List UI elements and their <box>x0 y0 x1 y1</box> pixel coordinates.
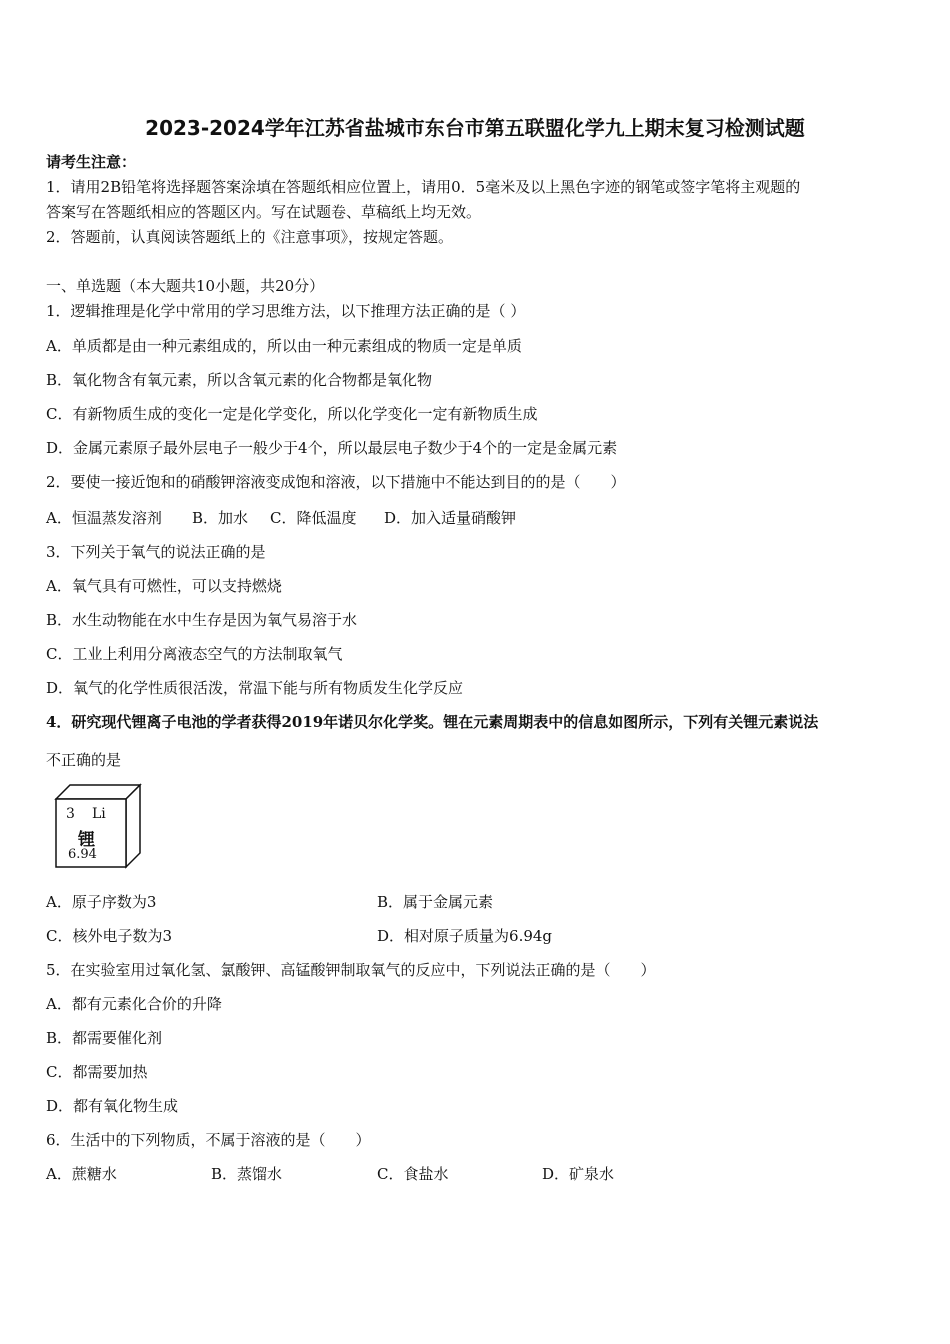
question-6-stem: 6．生活中的下列物质，不属于溶液的是（ ） <box>46 1131 371 1149</box>
element-atomic-number: 3 <box>66 806 75 822</box>
question-1-option-a: A．单质都是由一种元素组成的，所以由一种元素组成的物质一定是单质 <box>46 337 522 355</box>
notice-item-2: 2．答题前，认真阅读答题纸上的《注意事项》，按规定答题。 <box>46 228 454 246</box>
question-6-option-c: C．食盐水 <box>377 1165 449 1183</box>
question-5-option-d: D．都有氧化物生成 <box>46 1097 179 1115</box>
lithium-element-tile <box>54 783 144 869</box>
question-2-options <box>46 508 516 528</box>
question-3-option-d: D．氧气的化学性质很活泼，常温下能与所有物质发生化学反应 <box>46 679 464 697</box>
question-2-option-b: B．加水 <box>192 509 249 527</box>
question-1-option-b: B．氧化物含有氧元素，所以含氧元素的化合物都是氧化物 <box>46 371 433 389</box>
question-2-option-d: D．加入适量硝酸钾 <box>384 509 517 527</box>
question-2-option-c: C．降低温度 <box>270 509 357 527</box>
element-symbol: Li <box>92 806 106 822</box>
question-6-option-b: B．蒸馏水 <box>211 1165 283 1183</box>
question-4-option-b: B．属于金属元素 <box>377 893 494 911</box>
question-5-stem: 5．在实验室用过氧化氢、氯酸钾、高锰酸钾制取氧气的反应中，下列说法正确的是（ ） <box>46 961 656 979</box>
notice-heading: 请考生注意： <box>46 153 137 171</box>
question-5-option-c: C．都需要加热 <box>46 1063 148 1081</box>
question-4-option-d: D．相对原子质量为6.94g <box>377 927 553 945</box>
question-6-option-a: A．蔗糖水 <box>46 1165 117 1183</box>
question-1-option-d: D．金属元素原子最外层电子一般少于4个，所以最层电子数少于4个的一定是金属元素 <box>46 439 618 457</box>
question-1-stem: 1．逻辑推理是化学中常用的学习思维方法，以下推理方法正确的是（ ） <box>46 302 526 320</box>
question-2-option-a: A．恒温蒸发溶剂 <box>46 509 162 527</box>
question-6-options <box>46 1164 614 1184</box>
question-3-stem: 3．下列关于氧气的说法正确的是 <box>46 543 266 561</box>
section-heading: 一、单选题（本大题共10小题，共20分） <box>46 277 325 295</box>
element-name: 锂 <box>78 830 95 850</box>
question-3-option-b: B．水生动物能在水中生存是因为氧气易溶于水 <box>46 611 358 629</box>
question-4-stem-line-1: 4．研究现代锂离子电池的学者获得2019年诺贝尔化学奖。锂在元素周期表中的信息如图所示，下列有关锂元素说法 <box>46 713 819 731</box>
element-atomic-mass: 6.94 <box>68 847 97 862</box>
notice-item-1-line-2: 答案写在答题纸相应的答题区内。写在试题卷、草稿纸上均无效。 <box>46 203 482 221</box>
question-1-option-c: C．有新物质生成的变化一定是化学变化，所以化学变化一定有新物质生成 <box>46 405 538 423</box>
question-5-option-b: B．都需要催化剂 <box>46 1029 163 1047</box>
question-5-option-a: A．都有元素化合价的升降 <box>46 995 222 1013</box>
question-3-option-c: C．工业上利用分离液态空气的方法制取氧气 <box>46 645 343 663</box>
question-6-option-d: D．矿泉水 <box>542 1165 615 1183</box>
notice-item-1-line-1: 1．请用2B铅笔将选择题答案涂填在答题纸相应位置上，请用0．5毫米及以上黑色字迹的钢笔或签字笔将主观题的 <box>46 178 801 196</box>
question-3-option-a: A．氧气具有可燃性，可以支持燃烧 <box>46 577 282 595</box>
question-2-stem: 2．要使一接近饱和的硝酸钾溶液变成饱和溶液，以下措施中不能达到目的的是（ ） <box>46 473 626 491</box>
question-4-stem-line-2: 不正确的是 <box>46 751 122 769</box>
page-title: 2023-2024学年江苏省盐城市东台市第五联盟化学九上期末复习检测试题 <box>145 116 805 140</box>
question-4-option-c: C．核外电子数为3 <box>46 927 173 945</box>
question-4-option-a: A．原子序数为3 <box>46 893 157 911</box>
